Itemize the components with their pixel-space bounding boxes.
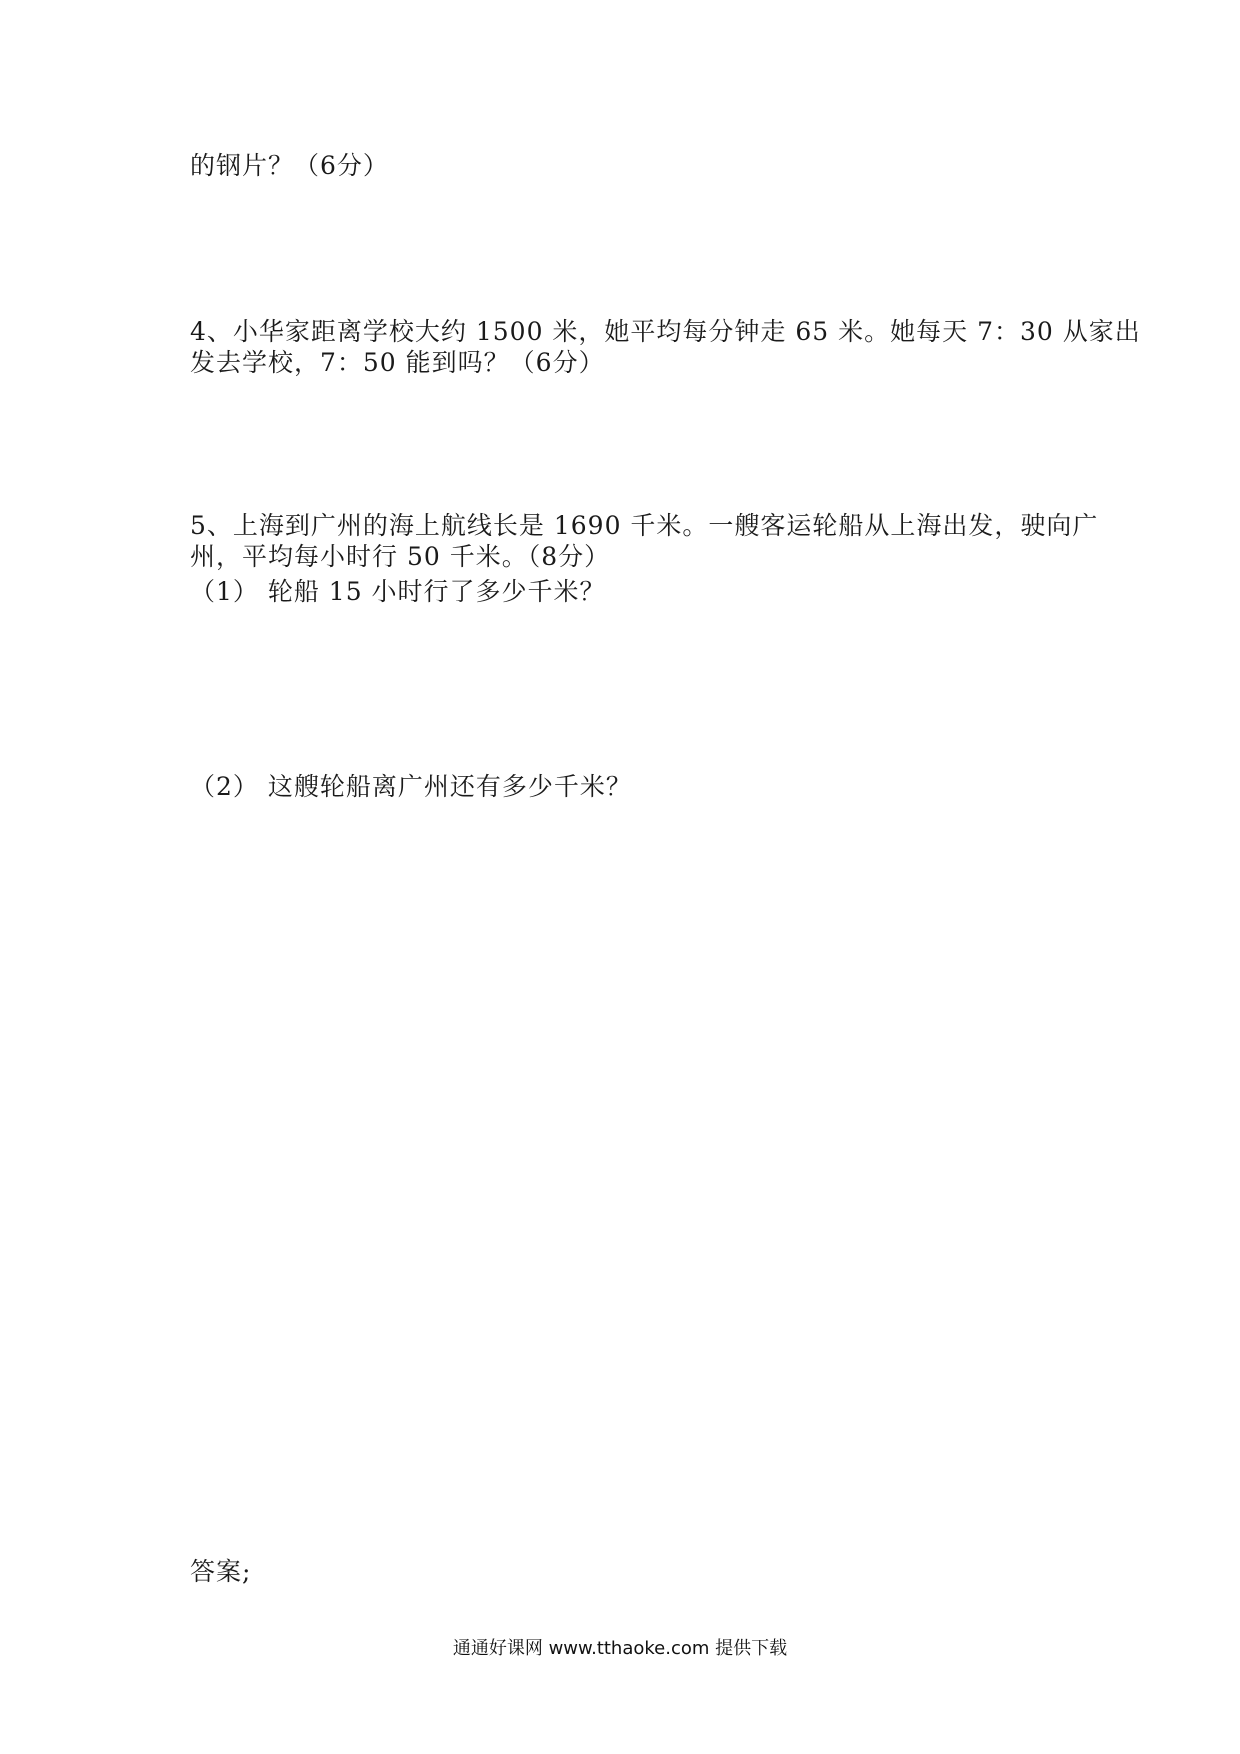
question-4-line-1: 4、小华家距离学校大约 1500 米，她平均每分钟走 65 米。她每天 7：30 从家出 xyxy=(190,317,1141,346)
page-footer: 通通好课网 www.tthaoke.com 提供下载 xyxy=(452,1638,788,1659)
question-5-part-1: （1） 轮船 15 小时行了多少千米？ xyxy=(190,577,606,606)
question-4-line-2: 发去学校，7：50 能到吗？（6分） xyxy=(190,348,605,377)
question-5-line-1: 5、上海到广州的海上航线长是 1690 千米。一艘客运轮船从上海出发，驶向广 xyxy=(190,511,1099,540)
question-3-continuation: 的钢片？（6分） xyxy=(190,151,389,180)
question-5-part-2: （2） 这艘轮船离广州还有多少千米？ xyxy=(190,772,632,801)
question-5-line-2: 州，平均每小时行 50 千米。（8分） xyxy=(190,542,611,571)
answer-label: 答案; xyxy=(190,1557,252,1586)
